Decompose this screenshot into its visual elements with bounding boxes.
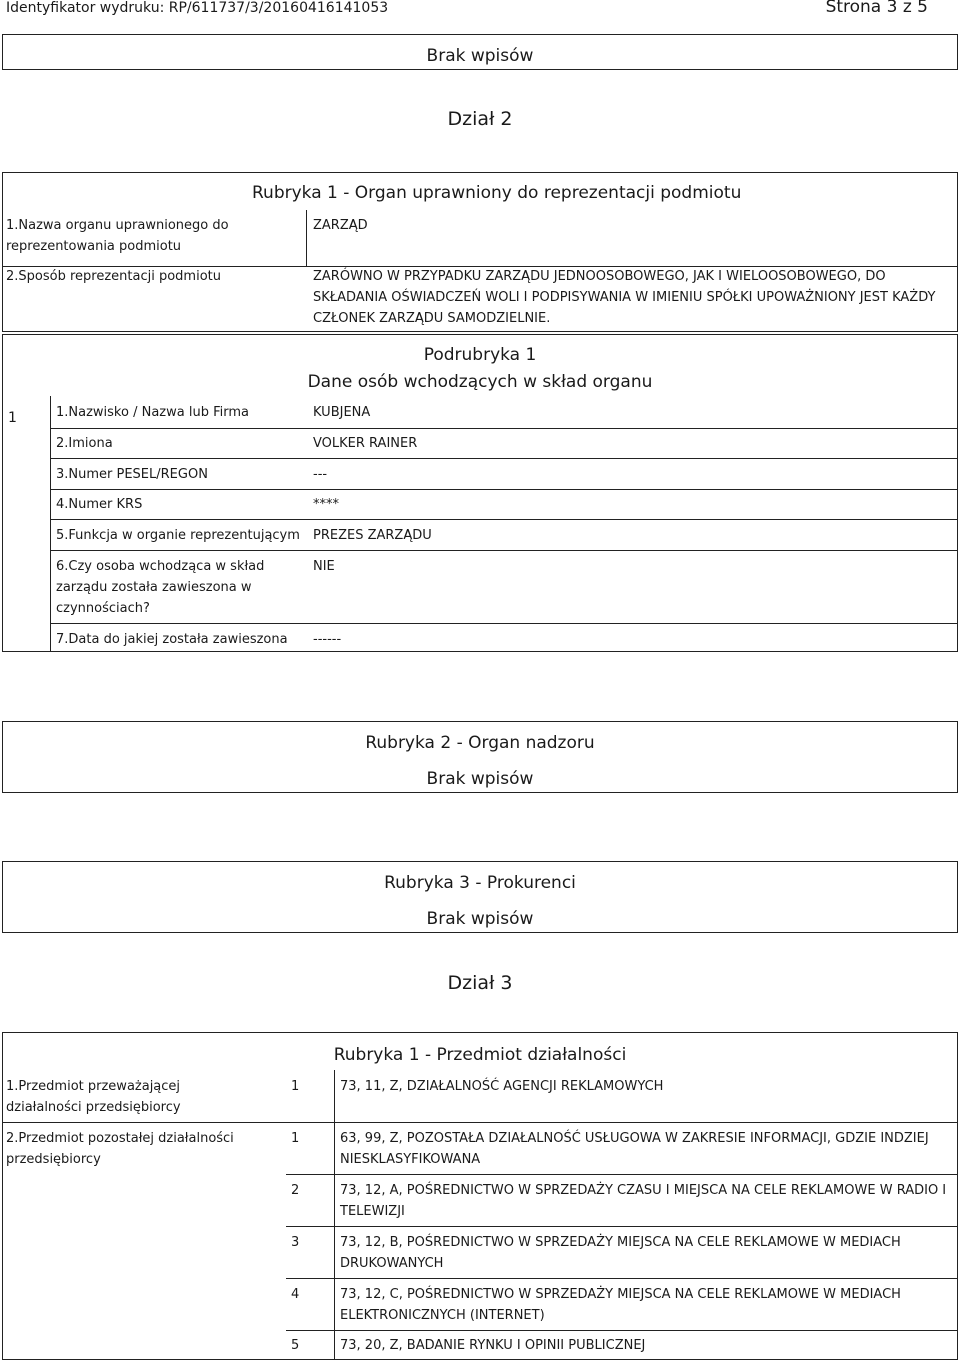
section-title-dzial2: Dział 2: [447, 108, 513, 130]
divider: [286, 1226, 958, 1227]
other-activity-label: 2.Przedmiot pozostałej działalności przedsiębiorcy: [6, 1131, 234, 1167]
person-field-label: 3.Numer PESEL/REGON: [56, 467, 208, 482]
person-field-value: ------: [313, 632, 342, 647]
person-field-label: 2.Imiona: [56, 436, 113, 451]
activity-number: 5: [291, 1338, 300, 1353]
activity-number: 2: [291, 1183, 300, 1198]
person-field-value: NIE: [313, 559, 335, 574]
podrubryka-subtitle: Dane osób wchodzących w skład organu: [307, 372, 653, 392]
person-field-label: 4.Numer KRS: [56, 497, 143, 512]
empty-section-box: [2, 34, 958, 70]
activity-number: 1: [291, 1131, 300, 1146]
activity-text: 73, 20, Z, BADANIE RYNKU I OPINII PUBLICZNEJ: [340, 1338, 646, 1353]
field-label-organ-name: 1.Nazwa organu uprawnionego do reprezentowania podmiotu: [6, 218, 229, 254]
field-value-representation: ZARÓWNO W PRZYPADKU ZARZĄDU JEDNOOSOBOWEGO, JAK I WIELOOSOBOWEGO, DO SKŁADANIA OŚWIADCZEŃ WOLI I PODPISYWANIA W IMIENIU SPÓŁKI UPOWAŻNIONY JEST KAŻDY CZŁONEK ZARZĄDU SAMODZIELNIE.: [313, 269, 936, 326]
rubryka2-empty: Brak wpisów: [426, 769, 534, 789]
rubryka3-box: [2, 861, 958, 933]
activity-number: 3: [291, 1235, 300, 1250]
activity-text: 63, 99, Z, POZOSTAŁA DZIAŁALNOŚĆ USŁUGOWA W ZAKRESIE INFORMACJI, GDZIE INDZIEJ NIESKLASYFIKOWANA: [340, 1131, 929, 1167]
divider: [286, 1278, 958, 1279]
podrubryka-title: Podrubryka 1: [423, 345, 537, 365]
activity-text: 73, 12, A, POŚREDNICTWO W SPRZEDAŻY CZASU I MIEJSCA NA CELE REKLAMOWE W RADIO I TELEWIZJI: [340, 1183, 947, 1219]
person-field-label: 1.Nazwisko / Nazwa lub Firma: [56, 405, 249, 420]
divider: [286, 1174, 958, 1175]
section-title-dzial3: Dział 3: [447, 972, 513, 994]
activity-text: 73, 12, C, POŚREDNICTWO W SPRZEDAŻY MIEJSCA NA CELE REKLAMOWE W MEDIACH ELEKTRONICZNYCH (INTERNET): [340, 1287, 901, 1323]
person-field-value: KUBJENA: [313, 405, 371, 420]
activity-text: 73, 11, Z, DZIAŁALNOŚĆ AGENCJI REKLAMOWYCH: [340, 1079, 664, 1094]
rubryka2-title: Rubryka 2 - Organ nadzoru: [365, 733, 595, 753]
divider: [50, 396, 51, 652]
empty-entries-label: Brak wpisów: [426, 46, 534, 66]
person-field-label: 6.Czy osoba wchodząca w skład zarządu została zawieszona w czynnościach?: [56, 559, 265, 616]
divider: [50, 519, 958, 520]
activity-number: 4: [291, 1287, 300, 1302]
rubryka1-title: Rubryka 1 - Organ uprawniony do reprezentacji podmiotu: [252, 183, 742, 203]
activity-number: 1: [291, 1079, 300, 1094]
divider: [50, 489, 958, 490]
rubryka3-empty: Brak wpisów: [426, 909, 534, 929]
main-activity-label: 1.Przedmiot przeważającej działalności przedsiębiorcy: [6, 1079, 181, 1115]
rubryka3-title: Rubryka 3 - Prokurenci: [384, 873, 576, 893]
divider: [306, 210, 307, 266]
divider: [286, 1330, 958, 1331]
person-field-label: 5.Funkcja w organie reprezentującym: [56, 528, 300, 543]
divider: [2, 1122, 958, 1123]
activity-title: Rubryka 1 - Przedmiot działalności: [333, 1045, 627, 1065]
print-identifier: Identyfikator wydruku: RP/611737/3/20160416141053: [6, 0, 389, 16]
person-index: 1: [8, 410, 17, 426]
field-label-representation: 2.Sposób reprezentacji podmiotu: [6, 269, 221, 284]
rubryka2-box: [2, 721, 958, 793]
activity-text: 73, 12, B, POŚREDNICTWO W SPRZEDAŻY MIEJSCA NA CELE REKLAMOWE W MEDIACH DRUKOWANYCH: [340, 1235, 901, 1271]
divider: [334, 1070, 335, 1360]
page-number: Strona 3 z 5: [825, 0, 928, 17]
person-field-value: PREZES ZARZĄDU: [313, 528, 432, 543]
divider: [50, 458, 958, 459]
person-field-value: ---: [313, 467, 328, 482]
person-field-value: ****: [313, 497, 339, 512]
person-field-value: VOLKER RAINER: [313, 436, 418, 451]
field-value-organ-name: ZARZĄD: [313, 218, 368, 233]
person-field-label: 7.Data do jakiej została zawieszona: [56, 632, 288, 647]
divider: [50, 428, 958, 429]
divider: [50, 623, 958, 624]
divider: [50, 550, 958, 551]
